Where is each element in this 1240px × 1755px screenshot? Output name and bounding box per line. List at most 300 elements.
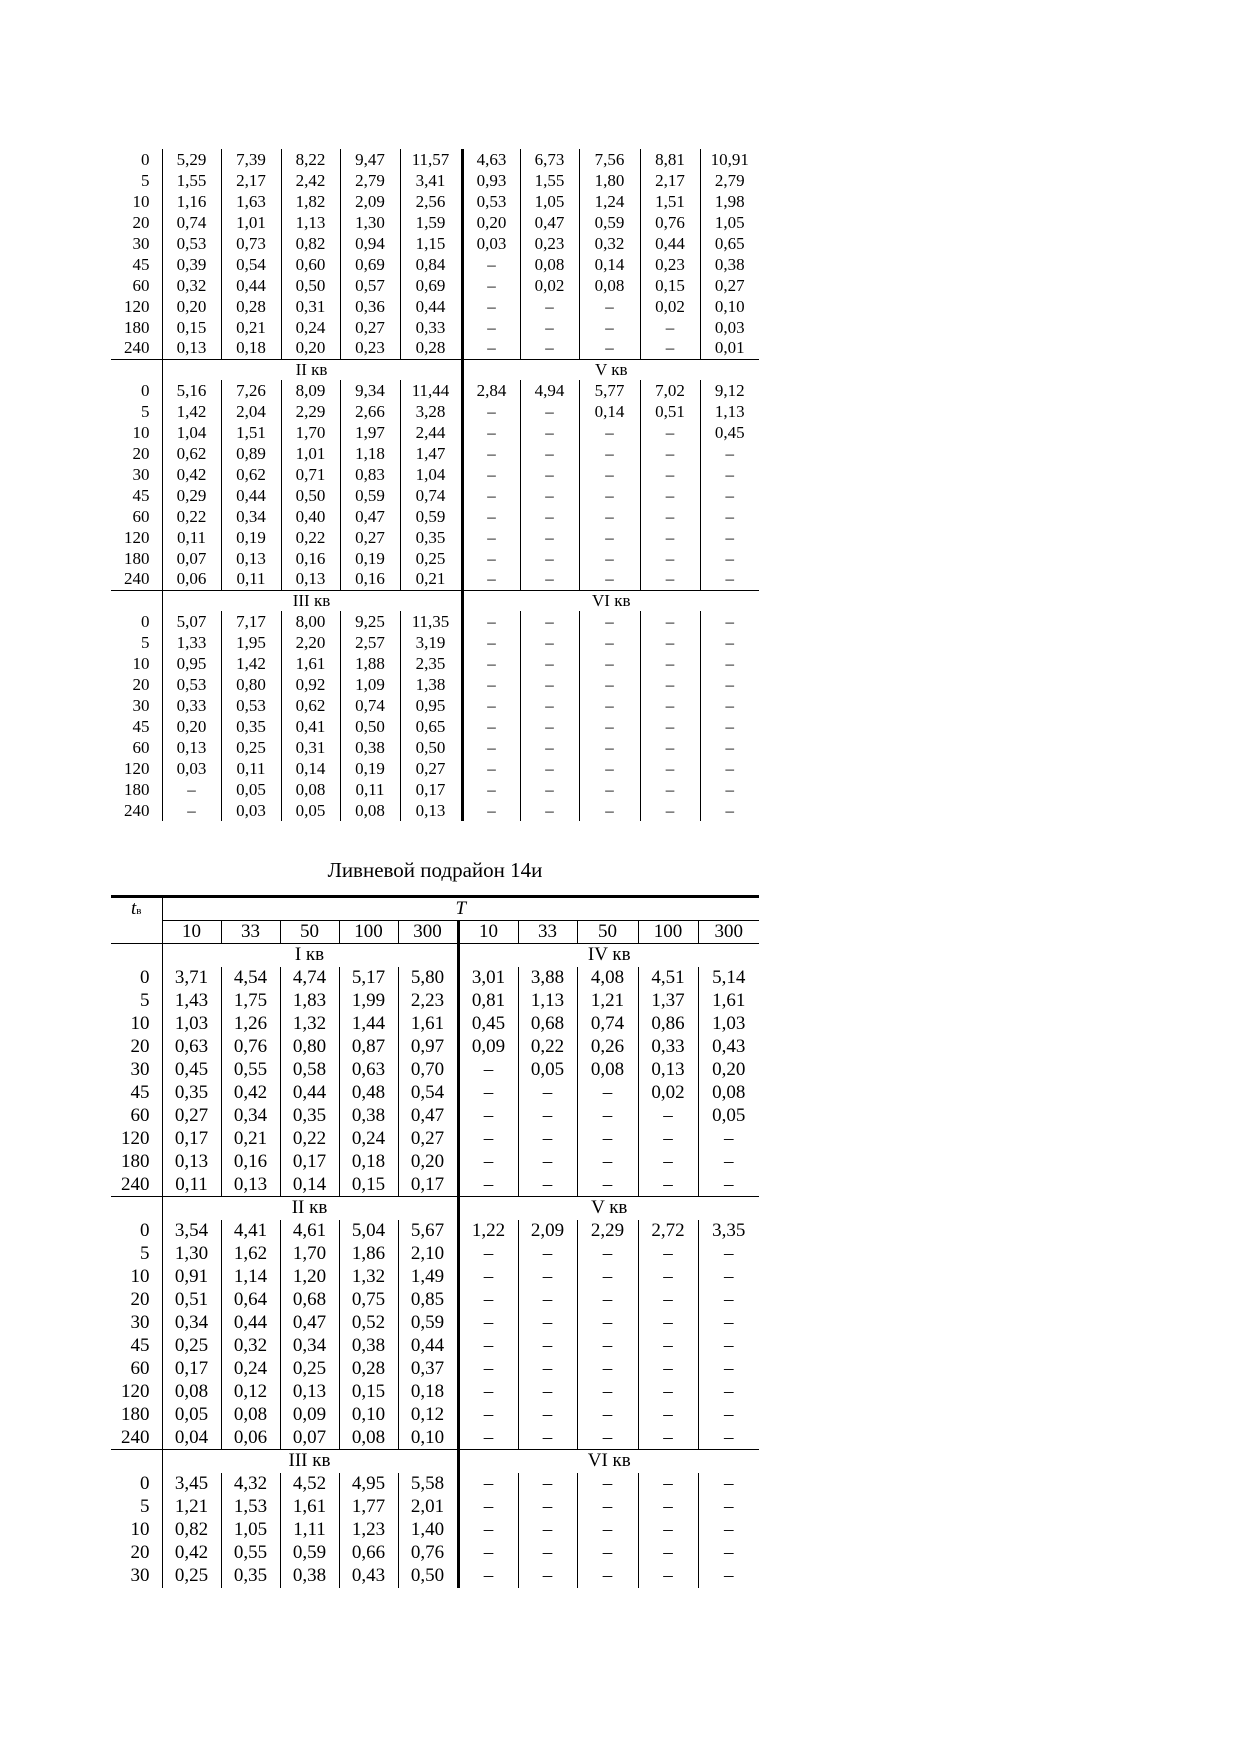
- value-cell: –: [638, 1105, 698, 1128]
- duration-cell: 45: [130, 1335, 150, 1356]
- value-cell: –: [577, 1243, 638, 1266]
- value-cell: 0,12: [221, 1381, 280, 1404]
- duration-cell: 5: [141, 170, 150, 190]
- value-cell: 1,77: [339, 1496, 398, 1519]
- value-cell: 2,79: [700, 170, 759, 191]
- value-cell: –: [698, 1335, 759, 1358]
- value-cell: –: [462, 443, 520, 464]
- table-row: [111, 569, 759, 590]
- value-cell: –: [579, 506, 640, 527]
- table-row: [111, 1427, 759, 1450]
- value-cell: –: [638, 1335, 698, 1358]
- value-cell: 1,03: [162, 1013, 221, 1036]
- value-cell: –: [640, 485, 700, 506]
- value-cell: 0,32: [162, 275, 221, 296]
- value-cell: 0,19: [340, 548, 400, 569]
- value-cell: –: [577, 1496, 638, 1519]
- duration-cell: 5: [140, 1243, 150, 1264]
- value-cell: 3,19: [400, 632, 462, 653]
- duration-cell: 120: [124, 296, 150, 316]
- value-cell: 5,17: [339, 967, 398, 990]
- value-cell: 1,03: [698, 1013, 759, 1036]
- value-cell: –: [640, 779, 700, 800]
- value-cell: 0,03: [462, 233, 520, 254]
- value-cell: –: [462, 317, 520, 338]
- value-cell: 0,17: [280, 1151, 339, 1174]
- value-cell: 1,05: [520, 191, 579, 212]
- value-cell: –: [579, 443, 640, 464]
- section-label-left: II кв: [162, 1197, 458, 1220]
- value-cell: 0,43: [339, 1565, 398, 1588]
- value-cell: 0,63: [162, 1036, 221, 1059]
- value-cell: 1,63: [221, 191, 281, 212]
- value-cell: –: [520, 485, 579, 506]
- value-cell: –: [640, 548, 700, 569]
- duration-cell: 10: [132, 653, 150, 673]
- value-cell: –: [577, 1565, 638, 1588]
- value-cell: –: [520, 716, 579, 737]
- duration-cell: 60: [132, 506, 150, 526]
- duration-cell: 240: [124, 569, 150, 589]
- value-cell: –: [579, 611, 640, 632]
- section-label-blank: [111, 1197, 162, 1220]
- value-cell: –: [458, 1082, 518, 1105]
- value-cell: 0,13: [162, 1151, 221, 1174]
- table-row: [111, 800, 759, 821]
- value-cell: 0,27: [340, 527, 400, 548]
- value-cell: 0,03: [162, 758, 221, 779]
- period-header-cell: 10: [458, 921, 518, 944]
- table-row: [111, 653, 759, 674]
- value-cell: 0,01: [700, 338, 759, 359]
- value-cell: –: [698, 1174, 759, 1197]
- value-cell: –: [458, 1381, 518, 1404]
- value-cell: –: [577, 1427, 638, 1450]
- value-cell: –: [458, 1105, 518, 1128]
- value-cell: 0,52: [339, 1312, 398, 1335]
- value-cell: –: [640, 527, 700, 548]
- value-cell: 2,72: [638, 1220, 698, 1243]
- duration-cell: 10: [130, 1013, 150, 1034]
- value-cell: –: [577, 1473, 638, 1496]
- value-cell: –: [579, 317, 640, 338]
- value-cell: –: [638, 1519, 698, 1542]
- value-cell: 1,38: [400, 674, 462, 695]
- table-row: [111, 191, 759, 212]
- value-cell: 0,13: [221, 548, 281, 569]
- value-cell: –: [458, 1519, 518, 1542]
- duration-cell: 0: [140, 967, 150, 988]
- table-row: [111, 1381, 759, 1404]
- value-cell: 0,83: [340, 464, 400, 485]
- period-header-cell: 50: [280, 921, 339, 944]
- value-cell: 4,32: [221, 1473, 280, 1496]
- value-cell: 0,16: [221, 1151, 280, 1174]
- section-label-left: III кв: [162, 590, 462, 611]
- value-cell: 4,52: [280, 1473, 339, 1496]
- value-cell: 0,41: [281, 716, 340, 737]
- value-cell: 0,74: [340, 695, 400, 716]
- table-row: [111, 1404, 759, 1427]
- value-cell: 0,11: [162, 527, 221, 548]
- value-cell: –: [520, 317, 579, 338]
- value-cell: –: [700, 632, 759, 653]
- value-cell: 1,61: [281, 653, 340, 674]
- value-cell: –: [518, 1243, 577, 1266]
- section-label-right: VI кв: [462, 590, 759, 611]
- value-cell: 1,61: [698, 990, 759, 1013]
- duration-cell: 120: [124, 758, 150, 778]
- value-cell: –: [520, 527, 579, 548]
- value-cell: –: [462, 653, 520, 674]
- value-cell: 0,22: [162, 506, 221, 527]
- value-cell: 0,44: [221, 1312, 280, 1335]
- value-cell: –: [638, 1266, 698, 1289]
- value-cell: –: [518, 1312, 577, 1335]
- value-cell: –: [579, 485, 640, 506]
- table-row: [111, 338, 759, 359]
- value-cell: 0,89: [221, 443, 281, 464]
- value-cell: –: [638, 1128, 698, 1151]
- value-cell: 0,76: [221, 1036, 280, 1059]
- value-cell: –: [518, 1335, 577, 1358]
- table-row: [111, 1335, 759, 1358]
- table-row: [111, 1036, 759, 1059]
- duration-cell: 20: [132, 212, 150, 232]
- value-cell: 5,77: [579, 380, 640, 401]
- value-cell: 0,11: [221, 758, 281, 779]
- value-cell: 0,47: [280, 1312, 339, 1335]
- value-cell: 1,53: [221, 1496, 280, 1519]
- value-cell: –: [700, 443, 759, 464]
- table-row: [111, 1128, 759, 1151]
- value-cell: –: [638, 1427, 698, 1450]
- value-cell: –: [700, 737, 759, 758]
- value-cell: 0,28: [339, 1358, 398, 1381]
- value-cell: 0,48: [339, 1082, 398, 1105]
- period-header-cell: 33: [221, 921, 280, 944]
- value-cell: 0,31: [281, 296, 340, 317]
- table-row: [111, 1174, 759, 1197]
- period-header-cell: 100: [638, 921, 698, 944]
- section-label-right: V кв: [458, 1197, 759, 1220]
- value-cell: –: [638, 1565, 698, 1588]
- value-cell: –: [462, 674, 520, 695]
- value-cell: 0,95: [162, 653, 221, 674]
- value-cell: –: [638, 1542, 698, 1565]
- value-cell: –: [579, 632, 640, 653]
- duration-cell: 180: [121, 1404, 150, 1425]
- value-cell: 0,57: [340, 275, 400, 296]
- value-cell: 1,14: [221, 1266, 280, 1289]
- value-cell: 11,35: [400, 611, 462, 632]
- value-cell: –: [698, 1358, 759, 1381]
- value-cell: –: [518, 1381, 577, 1404]
- value-cell: 0,38: [340, 737, 400, 758]
- value-cell: 0,42: [162, 464, 221, 485]
- value-cell: –: [640, 632, 700, 653]
- value-cell: 0,05: [221, 779, 281, 800]
- section-label-blank: [111, 590, 162, 611]
- value-cell: 1,15: [400, 233, 462, 254]
- duration-cell: 120: [124, 527, 150, 547]
- table-row: [111, 758, 759, 779]
- value-cell: 8,22: [281, 149, 340, 170]
- value-cell: –: [698, 1128, 759, 1151]
- duration-cell: 240: [121, 1426, 150, 1448]
- value-cell: –: [638, 1174, 698, 1197]
- value-cell: 0,47: [520, 212, 579, 233]
- value-cell: –: [640, 443, 700, 464]
- value-cell: –: [520, 800, 579, 821]
- value-cell: –: [520, 695, 579, 716]
- value-cell: –: [577, 1151, 638, 1174]
- value-cell: 0,35: [280, 1105, 339, 1128]
- value-cell: –: [638, 1289, 698, 1312]
- value-cell: 7,56: [579, 149, 640, 170]
- value-cell: 0,34: [280, 1335, 339, 1358]
- table-row: [111, 275, 759, 296]
- value-cell: 0,02: [638, 1082, 698, 1105]
- value-cell: –: [458, 1335, 518, 1358]
- value-cell: –: [462, 485, 520, 506]
- value-cell: 1,11: [280, 1519, 339, 1542]
- value-cell: 2,17: [221, 170, 281, 191]
- value-cell: 3,01: [458, 967, 518, 990]
- value-cell: –: [700, 716, 759, 737]
- value-cell: 0,08: [339, 1427, 398, 1450]
- value-cell: –: [640, 758, 700, 779]
- value-cell: 2,44: [400, 422, 462, 443]
- value-cell: 0,27: [400, 758, 462, 779]
- header-blank: [111, 921, 162, 944]
- value-cell: –: [700, 548, 759, 569]
- value-cell: –: [518, 1105, 577, 1128]
- value-cell: –: [640, 338, 700, 359]
- value-cell: –: [579, 695, 640, 716]
- value-cell: 0,53: [221, 695, 281, 716]
- value-cell: –: [462, 275, 520, 296]
- value-cell: 0,08: [577, 1059, 638, 1082]
- value-cell: –: [518, 1496, 577, 1519]
- value-cell: –: [577, 1289, 638, 1312]
- value-cell: 3,35: [698, 1220, 759, 1243]
- value-cell: 3,45: [162, 1473, 221, 1496]
- duration-cell: 10: [132, 191, 150, 211]
- value-cell: 0,05: [281, 800, 340, 821]
- value-cell: 2,57: [340, 632, 400, 653]
- value-cell: 1,05: [221, 1519, 280, 1542]
- value-cell: 0,40: [281, 506, 340, 527]
- value-cell: 1,51: [640, 191, 700, 212]
- header-t-cell: tв: [111, 897, 162, 921]
- value-cell: 0,85: [398, 1289, 458, 1312]
- duration-cell: 180: [121, 1151, 150, 1172]
- value-cell: 0,17: [400, 779, 462, 800]
- duration-cell: 180: [124, 779, 150, 799]
- value-cell: 0,50: [281, 485, 340, 506]
- value-cell: –: [518, 1519, 577, 1542]
- value-cell: 0,13: [162, 737, 221, 758]
- value-cell: 1,83: [280, 990, 339, 1013]
- value-cell: –: [462, 527, 520, 548]
- value-cell: 0,58: [280, 1059, 339, 1082]
- value-cell: 1,18: [340, 443, 400, 464]
- value-cell: 0,13: [281, 569, 340, 590]
- section-label-row: [111, 359, 759, 380]
- value-cell: 0,80: [221, 674, 281, 695]
- value-cell: 0,44: [280, 1082, 339, 1105]
- value-cell: 0,87: [339, 1036, 398, 1059]
- value-cell: –: [162, 779, 221, 800]
- value-cell: 2,84: [462, 380, 520, 401]
- value-cell: 0,44: [221, 485, 281, 506]
- value-cell: –: [520, 464, 579, 485]
- value-cell: 1,24: [579, 191, 640, 212]
- table-row: [111, 317, 759, 338]
- value-cell: –: [462, 338, 520, 359]
- table-subregion-14i: [111, 895, 759, 1588]
- value-cell: 4,61: [280, 1220, 339, 1243]
- value-cell: 1,97: [340, 422, 400, 443]
- value-cell: 0,59: [398, 1312, 458, 1335]
- value-cell: 0,11: [340, 779, 400, 800]
- duration-cell: 240: [124, 800, 150, 820]
- value-cell: –: [518, 1266, 577, 1289]
- value-cell: –: [579, 653, 640, 674]
- value-cell: 0,68: [280, 1289, 339, 1312]
- value-cell: 3,28: [400, 401, 462, 422]
- value-cell: –: [579, 296, 640, 317]
- value-cell: 0,66: [339, 1542, 398, 1565]
- value-cell: 0,35: [221, 1565, 280, 1588]
- value-cell: 0,54: [398, 1082, 458, 1105]
- value-cell: 0,27: [162, 1105, 221, 1128]
- value-cell: 1,42: [162, 401, 221, 422]
- value-cell: –: [640, 716, 700, 737]
- value-cell: 0,45: [458, 1013, 518, 1036]
- value-cell: 0,84: [400, 254, 462, 275]
- value-cell: –: [700, 779, 759, 800]
- duration-cell: 45: [132, 716, 150, 736]
- value-cell: 0,10: [700, 296, 759, 317]
- value-cell: –: [698, 1427, 759, 1450]
- value-cell: –: [458, 1565, 518, 1588]
- value-cell: 0,92: [281, 674, 340, 695]
- value-cell: 2,10: [398, 1243, 458, 1266]
- value-cell: 0,35: [162, 1082, 221, 1105]
- section-label-row: [111, 1450, 759, 1473]
- value-cell: 1,26: [221, 1013, 280, 1036]
- value-cell: 0,47: [398, 1105, 458, 1128]
- value-cell: 0,22: [518, 1036, 577, 1059]
- value-cell: –: [458, 1243, 518, 1266]
- value-cell: 0,06: [162, 569, 221, 590]
- value-cell: 0,08: [340, 800, 400, 821]
- value-cell: 0,15: [162, 317, 221, 338]
- value-cell: 0,69: [340, 254, 400, 275]
- value-cell: 0,43: [698, 1036, 759, 1059]
- value-cell: 0,13: [400, 800, 462, 821]
- caption-subregion: Ливневой подрайон 14и: [327, 858, 543, 882]
- value-cell: –: [700, 653, 759, 674]
- value-cell: –: [462, 611, 520, 632]
- value-cell: –: [579, 779, 640, 800]
- value-cell: 0,04: [162, 1427, 221, 1450]
- value-cell: 5,14: [698, 967, 759, 990]
- duration-cell: 10: [130, 1519, 150, 1540]
- value-cell: –: [700, 695, 759, 716]
- value-cell: 0,74: [162, 212, 221, 233]
- value-cell: 9,12: [700, 380, 759, 401]
- value-cell: 0,24: [339, 1128, 398, 1151]
- value-cell: 0,12: [398, 1404, 458, 1427]
- table-row: [111, 990, 759, 1013]
- value-cell: 0,07: [162, 548, 221, 569]
- value-cell: 0,74: [400, 485, 462, 506]
- value-cell: 0,81: [458, 990, 518, 1013]
- value-cell: 0,75: [339, 1289, 398, 1312]
- value-cell: –: [458, 1542, 518, 1565]
- table-row: [111, 422, 759, 443]
- value-cell: 0,44: [640, 233, 700, 254]
- duration-cell: 45: [132, 254, 150, 274]
- table-row: [111, 401, 759, 422]
- value-cell: –: [162, 800, 221, 821]
- duration-cell: 30: [132, 233, 150, 253]
- table-row: [111, 1013, 759, 1036]
- value-cell: 0,42: [221, 1082, 280, 1105]
- value-cell: –: [462, 506, 520, 527]
- value-cell: –: [638, 1312, 698, 1335]
- value-cell: –: [458, 1289, 518, 1312]
- table-row: [111, 1105, 759, 1128]
- value-cell: –: [462, 695, 520, 716]
- value-cell: 0,59: [280, 1542, 339, 1565]
- value-cell: 4,54: [221, 967, 280, 990]
- value-cell: –: [577, 1174, 638, 1197]
- value-cell: –: [520, 653, 579, 674]
- value-cell: –: [518, 1542, 577, 1565]
- value-cell: 0,44: [400, 296, 462, 317]
- value-cell: 0,82: [162, 1519, 221, 1542]
- value-cell: 0,70: [398, 1059, 458, 1082]
- value-cell: 7,39: [221, 149, 281, 170]
- value-cell: 0,21: [221, 317, 281, 338]
- value-cell: 0,69: [400, 275, 462, 296]
- duration-cell: 30: [130, 1565, 150, 1586]
- value-cell: –: [698, 1565, 759, 1588]
- value-cell: 7,17: [221, 611, 281, 632]
- value-cell: –: [700, 758, 759, 779]
- value-cell: 0,91: [162, 1266, 221, 1289]
- table-continued: [111, 149, 759, 821]
- value-cell: 0,15: [640, 275, 700, 296]
- table-row: [111, 1266, 759, 1289]
- value-cell: 0,06: [221, 1427, 280, 1450]
- value-cell: –: [638, 1496, 698, 1519]
- value-cell: –: [698, 1381, 759, 1404]
- value-cell: 0,36: [340, 296, 400, 317]
- table-row: [111, 716, 759, 737]
- value-cell: 0,08: [579, 275, 640, 296]
- value-cell: 0,05: [162, 1404, 221, 1427]
- value-cell: 0,24: [281, 317, 340, 338]
- value-cell: 0,18: [221, 338, 281, 359]
- value-cell: 0,37: [398, 1358, 458, 1381]
- value-cell: –: [577, 1335, 638, 1358]
- duration-cell: 5: [141, 632, 150, 652]
